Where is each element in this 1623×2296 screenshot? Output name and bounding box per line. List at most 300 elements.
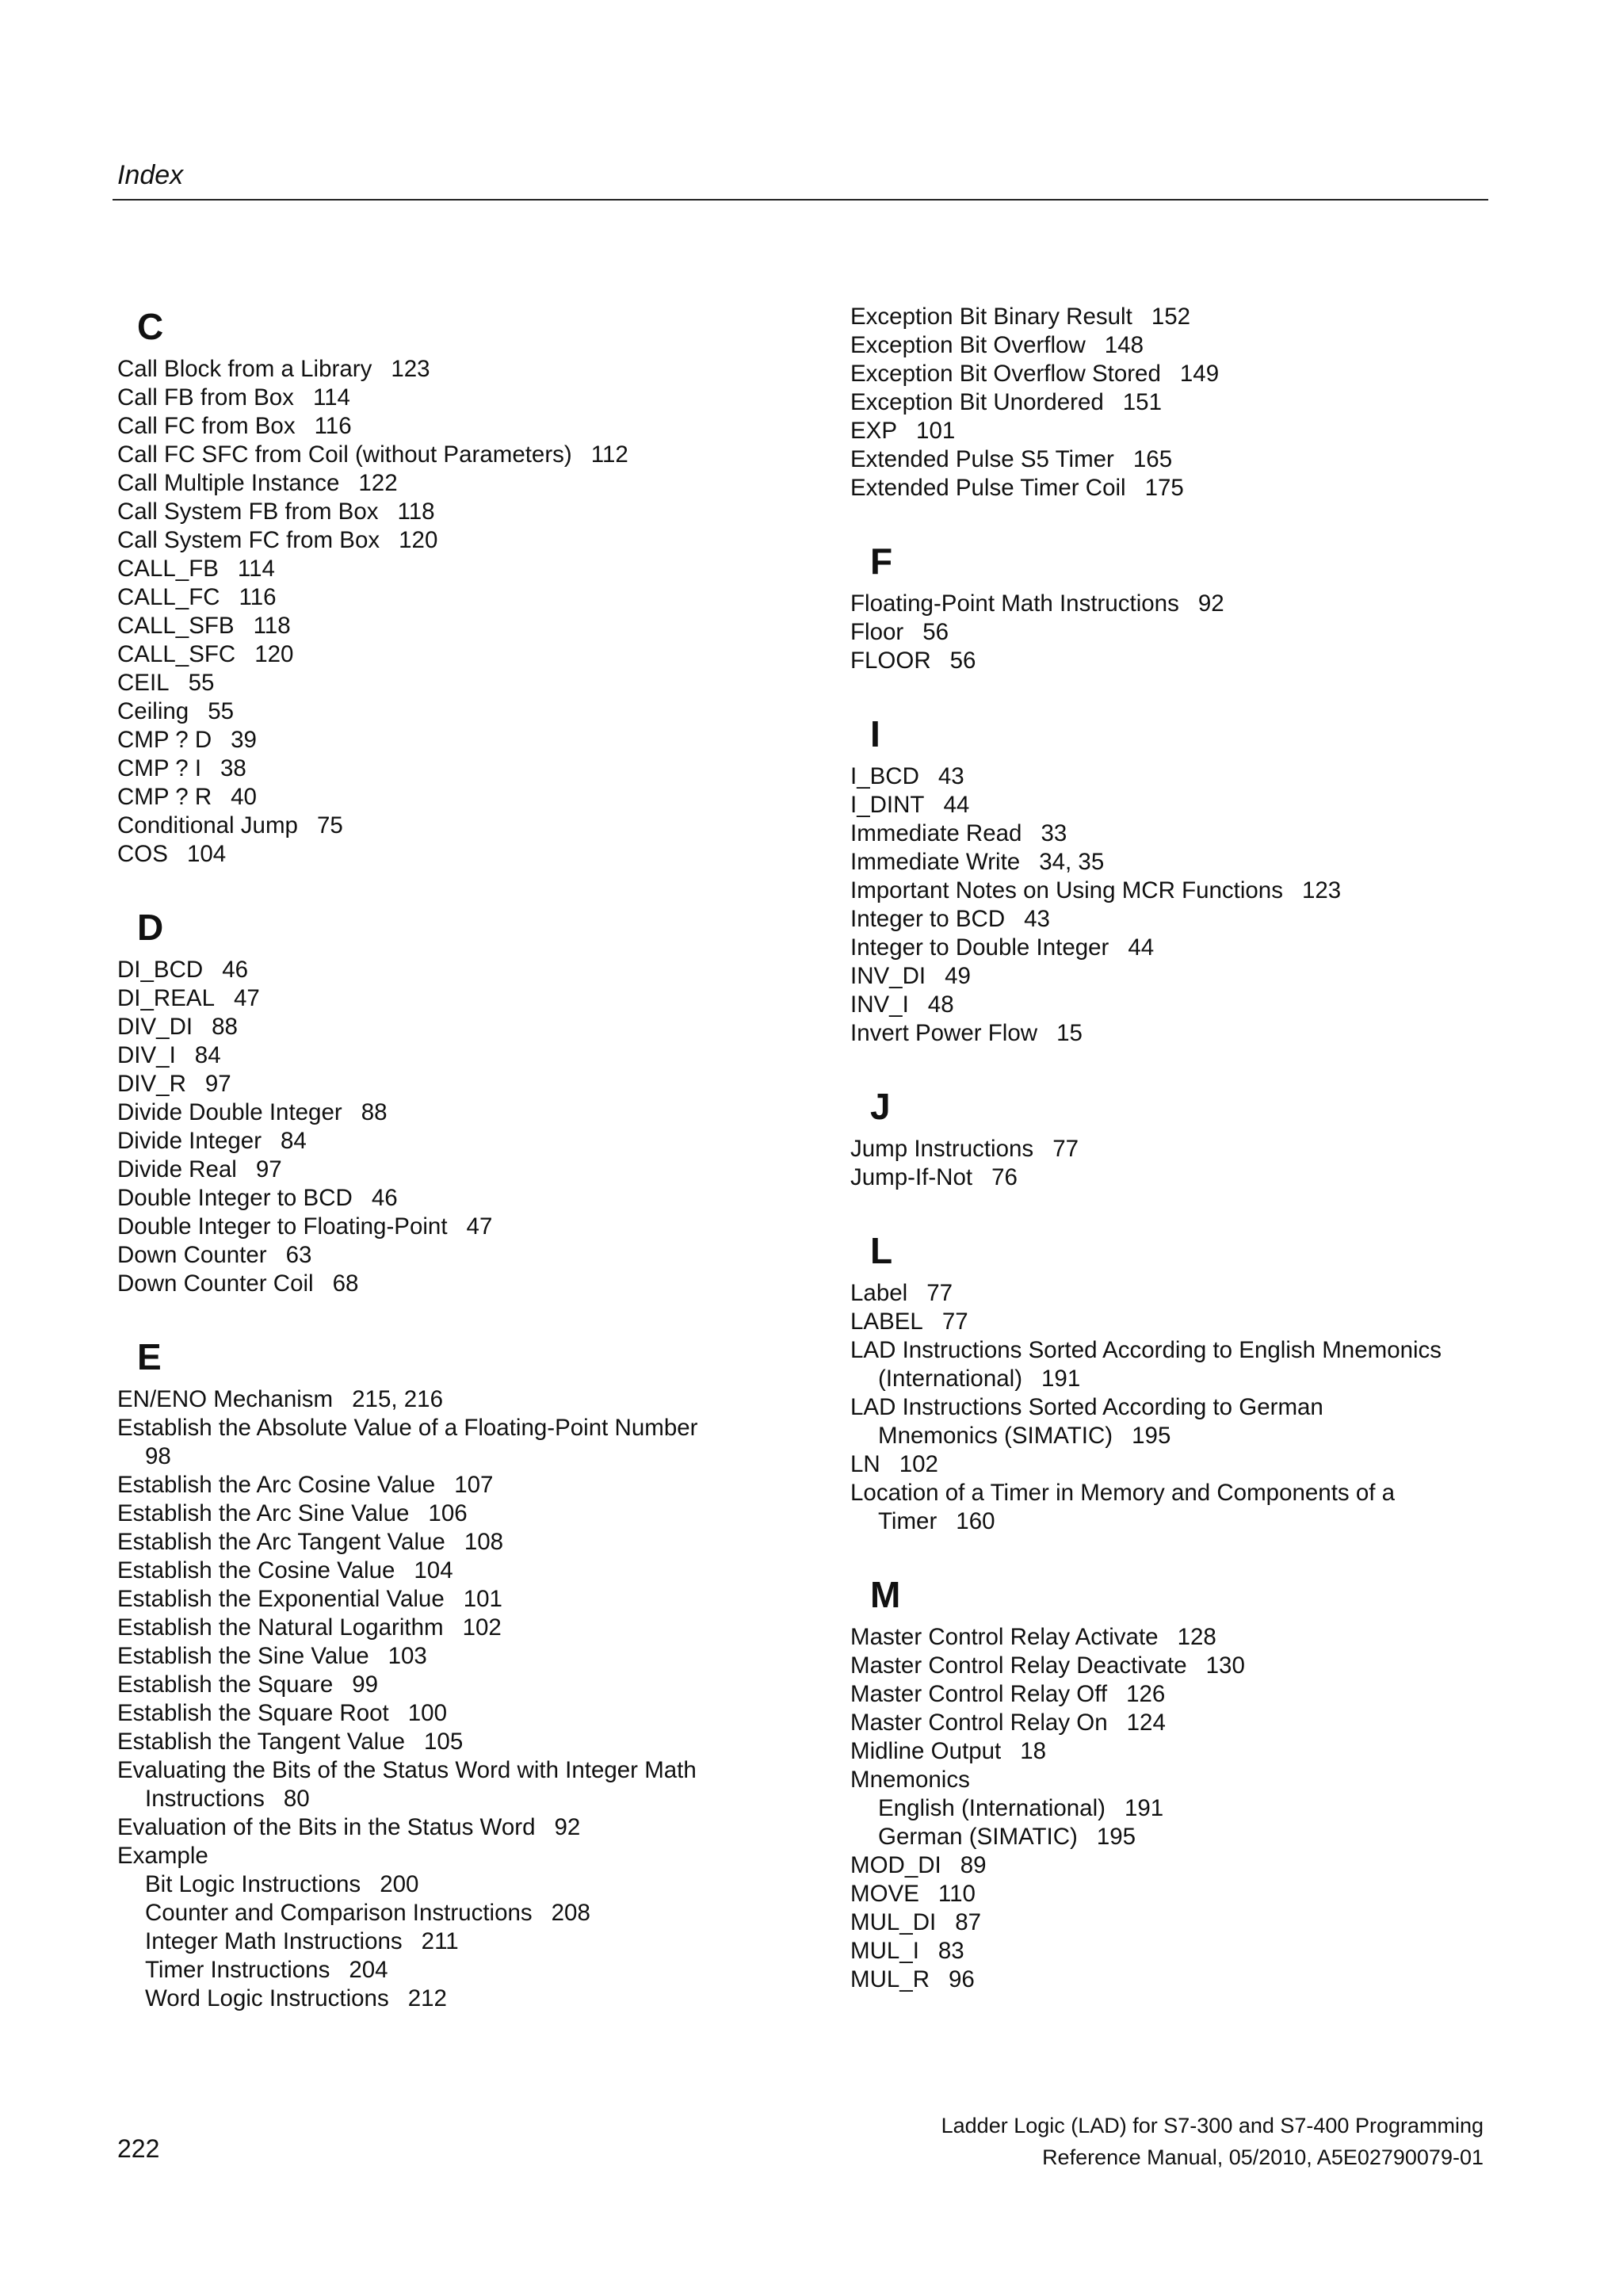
index-entry <box>117 1471 815 1499</box>
section-letter: F <box>870 541 893 582</box>
section-gap <box>850 502 1548 533</box>
entry-term: Immediate Read <box>850 820 1022 846</box>
entry-term: Call FB from Box <box>117 384 294 411</box>
entry-page: 195 <box>1132 1423 1171 1449</box>
entry-page: 63 <box>285 1242 312 1268</box>
subentry-term: German (SIMATIC) <box>878 1824 1078 1850</box>
entry-term: Exception Bit Binary Result <box>850 304 1132 330</box>
entry-page: 96 <box>949 1966 975 1992</box>
index-section <box>850 1222 1548 1566</box>
index-entry <box>117 612 815 640</box>
index-entry <box>117 1614 815 1642</box>
entry-term: Establish the Arc Cosine Value <box>117 1472 436 1498</box>
entry-term: Establish the Natural Logarithm <box>117 1614 444 1641</box>
entry-term: Extended Pulse Timer Coil <box>850 475 1126 501</box>
index-entry <box>117 1728 815 1756</box>
section-gap <box>117 869 815 899</box>
entry-term: LAD Instructions Sorted According to German <box>850 1394 1323 1420</box>
index-entry <box>117 1098 815 1127</box>
entry-page: 99 <box>352 1671 379 1698</box>
entry-term: Integer to Double Integer <box>850 934 1109 961</box>
index-entry <box>850 1479 1548 1507</box>
index-entry <box>850 848 1548 877</box>
index-entry <box>117 984 815 1013</box>
entry-page: 43 <box>1024 906 1050 932</box>
index-entry <box>117 1585 815 1614</box>
entry-term-continued: 98 <box>145 1443 171 1469</box>
entry-term: CALL_SFC <box>117 641 236 667</box>
entry-page: 130 <box>1205 1652 1245 1679</box>
entry-page: 76 <box>991 1164 1018 1190</box>
entry-term: DIV_R <box>117 1071 186 1097</box>
entry-term: Establish the Sine Value <box>117 1643 369 1669</box>
entry-page: 151 <box>1122 389 1162 415</box>
entry-term: CMP ? R <box>117 784 212 810</box>
index-entry <box>850 1163 1548 1192</box>
entry-term: MUL_DI <box>850 1909 937 1935</box>
index-entry <box>117 1070 815 1098</box>
index-entry <box>850 819 1548 848</box>
entry-page: 191 <box>1041 1366 1081 1392</box>
section-letter: I <box>870 713 880 755</box>
entry-term: Floor <box>850 619 904 645</box>
entry-page: 49 <box>945 963 971 989</box>
subentry-page: 208 <box>551 1900 590 1926</box>
entry-term: Divide Real <box>117 1156 237 1182</box>
entry-term: CALL_SFB <box>117 613 235 639</box>
entry-page: 123 <box>391 356 430 382</box>
index-section <box>117 899 815 1328</box>
entry-page: 102 <box>462 1614 502 1641</box>
entry-term-continued: (International) <box>878 1366 1023 1392</box>
entry-page: 56 <box>949 648 976 674</box>
entry-page: 97 <box>204 1071 231 1097</box>
entry-page: 165 <box>1132 446 1173 472</box>
index-entry <box>117 1127 815 1156</box>
index-entry <box>850 1880 1548 1908</box>
entry-term: Down Counter Coil <box>117 1270 314 1297</box>
entry-page: 83 <box>938 1938 964 1964</box>
index-entry <box>850 762 1548 791</box>
entry-term: CALL_FC <box>117 584 220 610</box>
entry-term: Floating-Point Math Instructions <box>850 590 1179 617</box>
subentry-page: 195 <box>1096 1824 1136 1850</box>
subentry-term: Word Logic Instructions <box>145 1985 389 2011</box>
entry-page: 128 <box>1177 1624 1216 1650</box>
entry-page: 116 <box>239 584 277 610</box>
entry-page: 40 <box>231 784 257 810</box>
index-entry <box>850 417 1548 445</box>
index-section <box>850 533 1548 705</box>
index-entry <box>850 1851 1548 1880</box>
entry-term: Down Counter <box>117 1242 267 1268</box>
index-entry <box>117 355 815 384</box>
index-entry <box>850 445 1548 474</box>
entry-page: 56 <box>922 619 949 645</box>
subentry-term: Integer Math Instructions <box>145 1928 403 1954</box>
subentry-term: Timer Instructions <box>145 1957 330 1983</box>
index-entry <box>850 331 1548 360</box>
entry-term: Evaluation of the Bits in the Status Word <box>117 1814 536 1840</box>
entry-term: Master Control Relay On <box>850 1710 1108 1736</box>
index-subentry <box>117 1956 815 1985</box>
entry-term: Divide Integer <box>117 1128 262 1154</box>
entry-page: 118 <box>253 613 291 639</box>
index-entry <box>117 840 815 869</box>
index-entry <box>117 1671 815 1699</box>
entry-page: 47 <box>233 985 260 1011</box>
entry-page: 92 <box>554 1814 581 1840</box>
index-subentry <box>850 1823 1548 1851</box>
index-entry <box>117 412 815 441</box>
index-entry <box>117 1041 815 1070</box>
entry-page: 114 <box>312 384 350 411</box>
entry-page: 39 <box>231 727 257 753</box>
index-entry <box>850 1766 1548 1794</box>
entry-page: 122 <box>358 470 398 496</box>
entry-page: 126 <box>1126 1681 1166 1707</box>
index-entry <box>117 1385 815 1414</box>
section-letter: J <box>870 1086 891 1127</box>
section-letter: C <box>137 306 164 347</box>
index-entry <box>850 1908 1548 1937</box>
index-entry <box>850 303 1548 331</box>
entry-page: 108 <box>464 1529 504 1555</box>
entry-page: 152 <box>1151 304 1191 330</box>
entry-term: Divide Double Integer <box>117 1099 342 1125</box>
entry-term: Double Integer to BCD <box>117 1185 353 1211</box>
index-entry <box>850 1709 1548 1737</box>
entry-term: INV_DI <box>850 963 926 989</box>
index-entry <box>117 1528 815 1557</box>
entry-term: Location of a Timer in Memory and Components of a <box>850 1480 1396 1506</box>
entry-page: 92 <box>1197 590 1224 617</box>
entry-term: Important Notes on Using MCR Functions <box>850 877 1283 904</box>
entry-term: Exception Bit Unordered <box>850 389 1104 415</box>
index-entry <box>850 590 1548 618</box>
index-entry <box>117 441 815 469</box>
entry-term: Midline Output <box>850 1738 1002 1764</box>
subentry-page: 212 <box>407 1985 447 2011</box>
entry-page: 112 <box>590 441 628 468</box>
entry-term: Call FC from Box <box>117 413 296 439</box>
index-entry-continuation <box>850 1507 1548 1536</box>
index-subentry <box>850 1794 1548 1823</box>
index-entry <box>850 877 1548 905</box>
entry-page: 110 <box>938 1881 976 1907</box>
entry-page: 120 <box>254 641 294 667</box>
footer-manual-edition: Reference Manual, 05/2010, A5E02790079-01 <box>1042 2145 1484 2169</box>
index-entry <box>850 1450 1548 1479</box>
index-entry <box>850 1966 1548 1994</box>
index-entry <box>117 1499 815 1528</box>
index-column-right <box>850 303 1548 1994</box>
subentry-page: 211 <box>421 1928 459 1954</box>
index-section <box>117 1328 815 2013</box>
index-entry <box>850 1393 1548 1422</box>
entry-term: Establish the Arc Sine Value <box>117 1500 410 1526</box>
entry-term: CMP ? D <box>117 727 212 753</box>
entry-term: DIV_I <box>117 1042 176 1068</box>
entry-term: MUL_I <box>850 1938 919 1964</box>
entry-term: Ceiling <box>117 698 189 724</box>
index-entry <box>117 1213 815 1241</box>
index-entry <box>117 526 815 555</box>
index-entry <box>117 1557 815 1585</box>
index-subentry <box>117 1870 815 1899</box>
entry-term: Evaluating the Bits of the Status Word with Integer Math <box>117 1757 697 1783</box>
header-rule <box>113 199 1488 201</box>
entry-page: 87 <box>955 1909 982 1935</box>
index-entry <box>117 669 815 697</box>
index-entry <box>850 1336 1548 1365</box>
section-gap <box>850 1536 1548 1566</box>
subentry-page: 191 <box>1124 1795 1164 1821</box>
index-entry-continuation <box>117 1442 815 1471</box>
entry-page: 105 <box>424 1729 464 1755</box>
index-entry <box>850 360 1548 388</box>
section-gap <box>117 1298 815 1328</box>
entry-term-continued: Timer <box>878 1508 938 1534</box>
entry-term: Exception Bit Overflow <box>850 332 1086 358</box>
entry-page: 101 <box>463 1586 502 1612</box>
index-entry <box>117 1813 815 1842</box>
subentry-term: Bit Logic Instructions <box>145 1871 361 1897</box>
entry-page: 77 <box>926 1280 953 1306</box>
index-entry-continuation <box>117 1785 815 1813</box>
entry-term: Jump-If-Not <box>850 1164 973 1190</box>
section-letter: D <box>137 907 164 948</box>
entry-page: 88 <box>212 1014 238 1040</box>
index-entry <box>117 1241 815 1270</box>
entry-term: I_BCD <box>850 763 919 789</box>
index-entry <box>117 640 815 669</box>
entry-page: 34, 35 <box>1039 849 1105 875</box>
index-entry <box>850 991 1548 1019</box>
entry-page: 80 <box>283 1786 310 1812</box>
entry-term: MOD_DI <box>850 1852 941 1878</box>
entry-page: 88 <box>361 1099 388 1125</box>
index-entry <box>850 962 1548 991</box>
index-entry-continuation <box>850 1422 1548 1450</box>
entry-term: Call Block from a Library <box>117 356 372 382</box>
subentry-page: 204 <box>349 1957 388 1983</box>
entry-term: Establish the Cosine Value <box>117 1557 395 1584</box>
entry-page: 104 <box>414 1557 453 1584</box>
entry-page: 160 <box>956 1508 995 1534</box>
entry-term: Integer to BCD <box>850 906 1006 932</box>
entry-page: 149 <box>1179 361 1220 387</box>
entry-term: LAD Instructions Sorted According to English Mnemonics <box>850 1337 1442 1363</box>
entry-term: Invert Power Flow <box>850 1020 1038 1046</box>
entry-page: 84 <box>194 1042 221 1068</box>
index-entry <box>850 1623 1548 1652</box>
index-entry <box>117 812 815 840</box>
index-entry <box>850 1680 1548 1709</box>
entry-page: 18 <box>1020 1738 1047 1764</box>
entry-term: MOVE <box>850 1881 919 1907</box>
entry-term: Establish the Square Root <box>117 1700 389 1726</box>
entry-term: Establish the Exponential Value <box>117 1586 445 1612</box>
subentry-term: Counter and Comparison Instructions <box>145 1900 533 1926</box>
entry-term: Call Multiple Instance <box>117 470 340 496</box>
index-entry <box>117 1270 815 1298</box>
index-entry <box>117 1756 815 1785</box>
index-section <box>117 298 815 899</box>
entry-page: 68 <box>332 1270 359 1297</box>
entry-term: CMP ? I <box>117 755 202 781</box>
entry-term: Establish the Square <box>117 1671 334 1698</box>
entry-term: Example <box>117 1843 208 1869</box>
entry-page: 104 <box>186 841 227 867</box>
index-entry <box>117 726 815 755</box>
index-entry <box>850 647 1548 675</box>
index-entry <box>117 1013 815 1041</box>
entry-page: 102 <box>899 1451 938 1477</box>
section-letter: L <box>870 1230 893 1271</box>
entry-term: Conditional Jump <box>117 812 298 839</box>
entry-term: COS <box>117 841 168 867</box>
entry-term: MUL_R <box>850 1966 930 1992</box>
index-entry <box>117 1642 815 1671</box>
entry-term: CALL_FB <box>117 556 219 582</box>
entry-page: 97 <box>255 1156 282 1182</box>
index-entry <box>850 934 1548 962</box>
index-column-left <box>117 298 815 2013</box>
entry-page: 38 <box>220 755 246 781</box>
entry-term: Immediate Write <box>850 849 1021 875</box>
subentry-term: English (International) <box>878 1795 1106 1821</box>
entry-term: LABEL <box>850 1308 923 1335</box>
running-header-title: Index <box>117 160 184 190</box>
entry-term: Call System FB from Box <box>117 499 379 525</box>
entry-term: Master Control Relay Deactivate <box>850 1652 1187 1679</box>
entry-term: DIV_DI <box>117 1014 193 1040</box>
entry-page: 33 <box>1041 820 1067 846</box>
index-entry <box>850 905 1548 934</box>
entry-term-continued: Mnemonics (SIMATIC) <box>878 1423 1113 1449</box>
subentry-page: 200 <box>380 1871 419 1897</box>
index-entry <box>117 583 815 612</box>
index-entry <box>117 498 815 526</box>
index-subentry <box>117 1985 815 2013</box>
entry-term: Establish the Arc Tangent Value <box>117 1529 445 1555</box>
entry-page: 55 <box>208 698 235 724</box>
index-entry <box>117 1842 815 1870</box>
index-entry-continuation <box>850 1365 1548 1393</box>
entry-page: 55 <box>188 670 215 696</box>
entry-term: INV_I <box>850 991 909 1018</box>
page-number: 222 <box>117 2134 160 2163</box>
index-entry <box>850 1937 1548 1966</box>
entry-page: 148 <box>1104 332 1144 358</box>
entry-page: 48 <box>927 991 954 1018</box>
entry-page: 101 <box>916 418 956 444</box>
index-entry <box>850 1135 1548 1163</box>
entry-term: Label <box>850 1280 908 1306</box>
index-section <box>850 1078 1548 1222</box>
index-entry <box>850 474 1548 502</box>
entry-page: 124 <box>1126 1710 1166 1736</box>
entry-term: Jump Instructions <box>850 1136 1034 1162</box>
index-entry <box>117 1184 815 1213</box>
section-gap <box>850 1192 1548 1222</box>
entry-page: 114 <box>237 556 275 582</box>
index-entry <box>117 755 815 783</box>
entry-term: I_DINT <box>850 792 925 818</box>
entry-term: Extended Pulse S5 Timer <box>850 446 1114 472</box>
entry-page: 44 <box>1128 934 1155 961</box>
entry-page: 47 <box>466 1213 493 1240</box>
entry-term: Establish the Tangent Value <box>117 1729 406 1755</box>
entry-page: 77 <box>1052 1136 1079 1162</box>
index-entry <box>117 1699 815 1728</box>
entry-page: 89 <box>960 1852 987 1878</box>
entry-page: 123 <box>1301 877 1342 904</box>
entry-term: Call System FC from Box <box>117 527 380 553</box>
index-entry <box>117 956 815 984</box>
footer-reference <box>941 2110 1484 2173</box>
entry-page: 15 <box>1056 1020 1083 1046</box>
section-gap <box>850 1048 1548 1078</box>
entry-term: DI_REAL <box>117 985 215 1011</box>
section-letter: M <box>870 1574 901 1615</box>
index-subentry <box>117 1927 815 1956</box>
section-gap <box>850 675 1548 705</box>
entry-term: Mnemonics <box>850 1767 970 1793</box>
entry-term: EN/ENO Mechanism <box>117 1386 334 1412</box>
entry-page: 84 <box>281 1128 307 1154</box>
index-section <box>850 1566 1548 1994</box>
index-entry <box>850 1308 1548 1336</box>
index-entry <box>117 555 815 583</box>
entry-page: 120 <box>399 527 438 553</box>
entry-page: 175 <box>1144 475 1184 501</box>
entry-term: Master Control Relay Activate <box>850 1624 1159 1650</box>
index-subentry <box>117 1899 815 1927</box>
index-entry <box>850 1652 1548 1680</box>
index-entry <box>117 469 815 498</box>
entry-term: FLOOR <box>850 648 931 674</box>
entry-page: 107 <box>454 1472 494 1498</box>
entry-term: EXP <box>850 418 898 444</box>
index-entry <box>850 1019 1548 1048</box>
entry-page: 215, 216 <box>352 1386 443 1412</box>
footer-manual-title: Ladder Logic (LAD) for S7-300 and S7-400 Programming <box>941 2114 1484 2137</box>
index-entry <box>117 697 815 726</box>
entry-term: Call FC SFC from Coil (without Parameters) <box>117 441 572 468</box>
entry-page: 103 <box>388 1643 427 1669</box>
index-entry <box>117 1156 815 1184</box>
section-letter: E <box>137 1336 162 1377</box>
entry-term: Establish the Absolute Value of a Floating-Point Number <box>117 1415 698 1441</box>
entry-page: 44 <box>943 792 970 818</box>
entry-term: Exception Bit Overflow Stored <box>850 361 1161 387</box>
index-entry <box>117 1414 815 1442</box>
entry-term: Master Control Relay Off <box>850 1681 1108 1707</box>
entry-page: 116 <box>314 413 352 439</box>
index-entry <box>850 1279 1548 1308</box>
entry-page: 118 <box>397 499 435 525</box>
index-entry <box>850 1737 1548 1766</box>
index-entry <box>117 384 815 412</box>
entry-page: 106 <box>428 1500 468 1526</box>
index-entry <box>117 783 815 812</box>
entry-term-continued: Instructions <box>145 1786 265 1812</box>
index-entry <box>850 791 1548 819</box>
entry-term: CEIL <box>117 670 170 696</box>
index-section <box>850 303 1548 533</box>
